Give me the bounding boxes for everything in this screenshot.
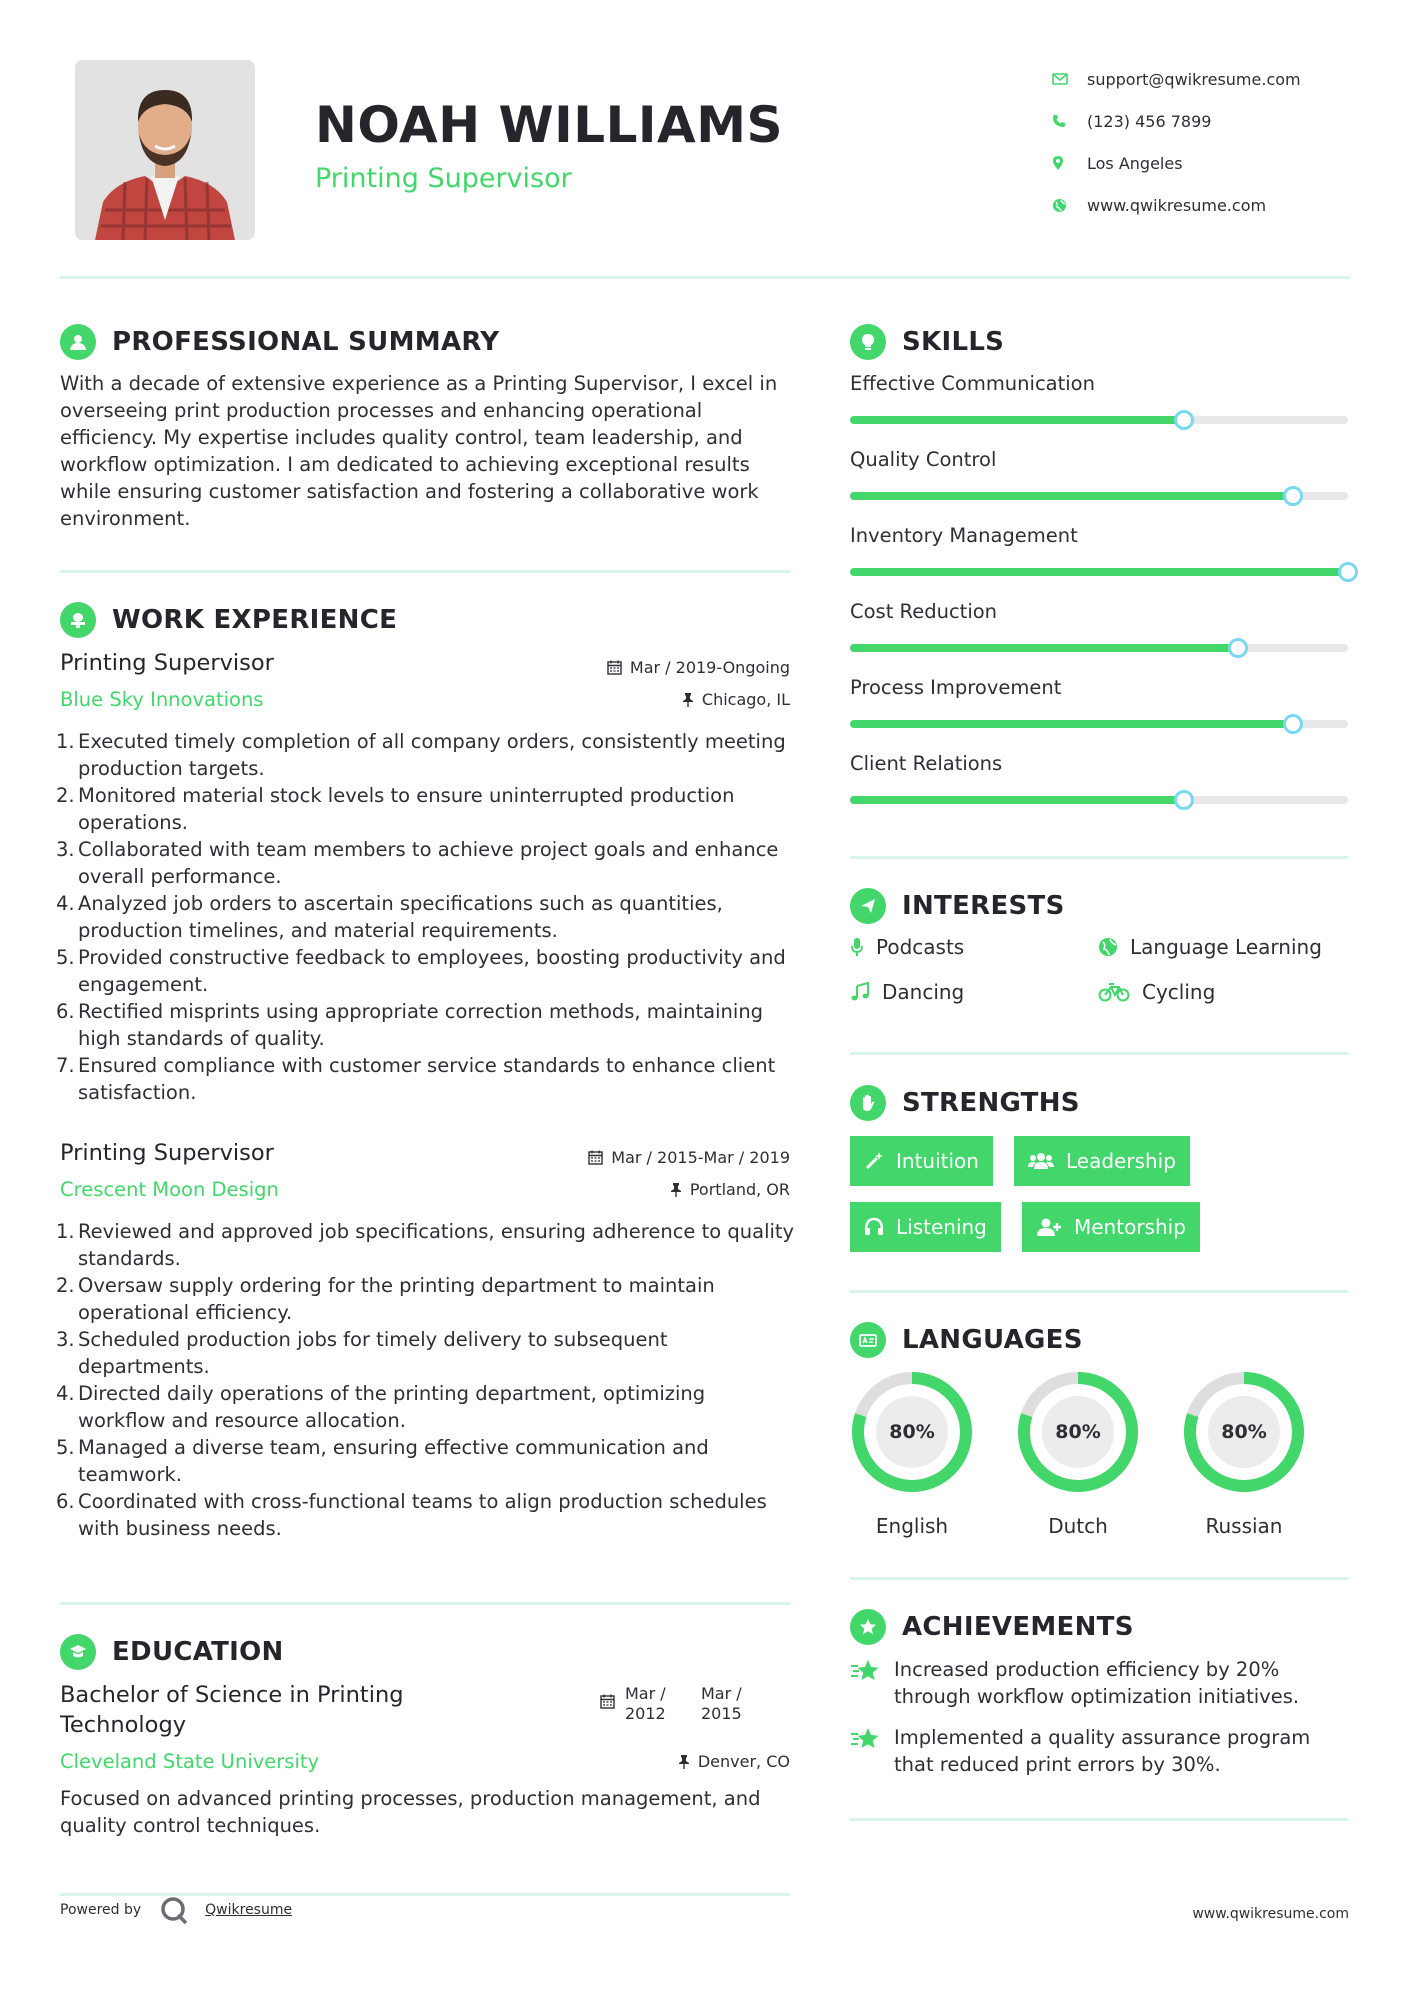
skill-label: Cost Reduction: [850, 600, 998, 623]
skill-bar-fill: [850, 568, 1348, 576]
language-item: [850, 1370, 974, 1538]
summary-text: With a decade of extensive experience as a Printing Supervisor, I excel in overseeing print production processes and enhancing operational efficiency. My expertise includes quality control, team leadership, and workflow optimization. I am dedicated to achieving exceptional results while ensuring customer satisfaction and fostering a collaborative work environment.: [60, 372, 778, 530]
strengths-heading: STRENGTHS: [850, 1085, 1080, 1121]
skill-bar: [850, 644, 1348, 652]
job-title: Printing Supervisor: [60, 1140, 274, 1166]
bicycle-icon: [1098, 982, 1130, 1002]
list-item: 1. Executed timely completion of all company orders, consistently meeting production targets.: [56, 730, 786, 780]
list-item: 6. Coordinated with cross-functional teams to align production schedules with business needs.: [56, 1490, 767, 1540]
magic-wand-icon: [864, 1151, 884, 1171]
languages-heading: LANGUAGES: [850, 1322, 1083, 1358]
education-heading: EDUCATION: [60, 1634, 284, 1670]
skill-bar: [850, 796, 1348, 804]
section-divider: [850, 1577, 1348, 1580]
education-date: Mar / 2012 Mar / 2015: [600, 1684, 742, 1724]
skill-bar-fill: [850, 644, 1238, 652]
skill-label: Client Relations: [850, 752, 1003, 775]
skills-heading: SKILLS: [850, 324, 1004, 360]
strength-badge-mentorship: Mentorship: [1022, 1202, 1200, 1252]
skill-bar-fill: [850, 796, 1184, 804]
list-item: 3. Collaborated with team members to achieve project goals and enhance overall performance.: [56, 838, 779, 888]
qwikresume-link[interactable]: Qwikresume: [205, 1902, 293, 1918]
contact-location: Los Angeles: [1050, 142, 1380, 184]
degree-line-2: Technology: [60, 1712, 187, 1738]
education-description: Focused on advanced printing processes, production management, and quality control techniques.: [60, 1787, 761, 1837]
graduate-icon: [60, 1634, 96, 1670]
star-icon: [850, 1656, 894, 1710]
headphones-icon: [864, 1217, 884, 1237]
briefcase-icon: [60, 602, 96, 638]
job-title: Printing Supervisor: [60, 650, 274, 676]
section-divider: [850, 1290, 1348, 1293]
map-pin-icon: [1052, 155, 1082, 171]
interest-cycling: Cycling: [1098, 980, 1215, 1004]
pushpin-icon: [670, 1182, 682, 1197]
skill-bar-fill: [850, 720, 1293, 728]
microphone-icon: [850, 937, 864, 957]
pushpin-icon: [678, 1754, 690, 1769]
skill-bar-knob: [1283, 714, 1303, 734]
skill-bar-knob: [1174, 790, 1194, 810]
skill-label: Process Improvement: [850, 676, 1062, 699]
summary-heading: PROFESSIONAL SUMMARY: [60, 324, 499, 360]
contact-website[interactable]: www.qwikresume.com: [1050, 184, 1380, 226]
star-badge-icon: [850, 1609, 886, 1645]
skill-bar-knob: [1283, 486, 1303, 506]
list-item: 5. Managed a diverse team, ensuring effective communication and teamwork.: [56, 1436, 709, 1486]
contact-phone[interactable]: (123) 456 7899: [1050, 100, 1380, 142]
job-location: Chicago, IL: [682, 690, 790, 709]
language-percent: 80%: [889, 1421, 935, 1443]
strength-badge-intuition: Intuition: [850, 1136, 993, 1186]
skill-bar: [850, 492, 1348, 500]
pushpin-icon: [682, 692, 694, 707]
interests-heading: INTERESTS: [850, 888, 1065, 924]
strength-badge-leadership: Leadership: [1014, 1136, 1190, 1186]
section-divider: [850, 856, 1348, 859]
interest-podcasts: Podcasts: [850, 935, 964, 959]
user-icon: [60, 324, 96, 360]
profile-photo: [75, 60, 255, 240]
achievement-item: Implemented a quality assurance program that reduced print errors by 30%.: [850, 1724, 1310, 1778]
language-name: Dutch: [1048, 1514, 1108, 1538]
envelope-icon: [1052, 73, 1082, 85]
job-date: Mar / 2019-Ongoing: [607, 658, 790, 677]
calendar-icon: [607, 660, 622, 675]
skill-label: Quality Control: [850, 448, 997, 471]
footer-website-link[interactable]: www.qwikresume.com: [1192, 1906, 1349, 1922]
job-duties-list: [56, 1218, 795, 1542]
job-date: Mar / 2015-Mar / 2019: [588, 1148, 790, 1167]
list-item: 2. Oversaw supply ordering for the printing department to maintain operational efficiency.: [56, 1274, 715, 1324]
star-icon: [850, 1724, 894, 1778]
skill-label: Effective Communication: [850, 372, 1095, 395]
skill-bar: [850, 568, 1348, 576]
education-location: Denver, CO: [678, 1752, 790, 1771]
section-divider: [60, 570, 790, 573]
calendar-icon: [600, 1694, 615, 1709]
globe-icon: [1098, 937, 1118, 957]
degree-line-1: Bachelor of Science in Printing: [60, 1682, 404, 1708]
achievements-heading: ACHIEVEMENTS: [850, 1609, 1134, 1645]
list-item: 1. Reviewed and approved job specifications, ensuring adherence to quality standards.: [56, 1220, 795, 1270]
user-plus-icon: [1036, 1217, 1062, 1237]
header-divider: [60, 276, 1350, 279]
skill-bar-knob: [1228, 638, 1248, 658]
list-item: 7. Ensured compliance with customer service standards to enhance client satisfaction.: [56, 1054, 776, 1104]
phone-icon: [1052, 114, 1082, 128]
candidate-title: Printing Supervisor: [315, 163, 572, 194]
contact-email[interactable]: support@qwikresume.com: [1050, 58, 1380, 100]
list-item: 2. Monitored material stock levels to ensure uninterrupted production operations.: [56, 784, 735, 834]
contact-list: [1050, 58, 1380, 226]
calendar-icon: [588, 1150, 603, 1165]
skill-bar: [850, 416, 1348, 424]
company-name: Crescent Moon Design: [60, 1178, 279, 1201]
list-item: 3. Scheduled production jobs for timely delivery to subsequent departments.: [56, 1328, 668, 1378]
qwikresume-logo-icon: [159, 1895, 189, 1925]
list-item: 4. Directed daily operations of the printing department, optimizing workflow and resource allocation.: [56, 1382, 706, 1432]
language-item: [1182, 1370, 1306, 1538]
interest-dancing: Dancing: [850, 980, 964, 1004]
section-divider: [850, 1818, 1348, 1821]
person-portrait-icon: [75, 60, 255, 240]
language-name: Russian: [1205, 1514, 1283, 1538]
hand-icon: [850, 1085, 886, 1121]
skill-bar-fill: [850, 492, 1293, 500]
skill-bar-knob: [1338, 562, 1358, 582]
job-location: Portland, OR: [670, 1180, 790, 1199]
job-duties-list: [56, 728, 795, 1106]
list-item: 6. Rectified misprints using appropriate correction methods, maintaining high standards of quality.: [56, 1000, 764, 1050]
section-divider: [850, 1052, 1348, 1055]
school-name: Cleveland State University: [60, 1750, 320, 1773]
lightbulb-icon: [850, 324, 886, 360]
list-item: 5. Provided constructive feedback to employees, boosting productivity and engagement.: [56, 946, 786, 996]
language-percent: 80%: [1221, 1421, 1267, 1443]
list-item: 4. Analyzed job orders to ascertain specifications such as quantities, production timelines, and material requirements.: [56, 892, 723, 942]
candidate-name: NOAH WILLIAMS: [315, 96, 783, 154]
skill-bar: [850, 720, 1348, 728]
interest-language-learning: Language Learning: [1098, 935, 1322, 959]
users-icon: [1028, 1151, 1054, 1171]
skill-bar-knob: [1174, 410, 1194, 430]
strength-badge-listening: Listening: [850, 1202, 1001, 1252]
company-name: Blue Sky Innovations: [60, 688, 264, 711]
language-percent: 80%: [1055, 1421, 1101, 1443]
globe-icon: [1052, 198, 1082, 213]
language-name: English: [875, 1514, 949, 1538]
skill-label: Inventory Management: [850, 524, 1078, 547]
language-item: [1016, 1370, 1140, 1538]
footer-powered-by: Powered by Qwikresume: [60, 1895, 292, 1925]
skill-bar-fill: [850, 416, 1184, 424]
language-card-icon: [850, 1322, 886, 1358]
paper-plane-icon: [850, 888, 886, 924]
music-note-icon: [850, 982, 870, 1002]
section-divider: [60, 1602, 790, 1605]
experience-heading: WORK EXPERIENCE: [60, 602, 397, 638]
achievement-item: Increased production efficiency by 20% through workflow optimization initiatives.: [850, 1656, 1299, 1710]
